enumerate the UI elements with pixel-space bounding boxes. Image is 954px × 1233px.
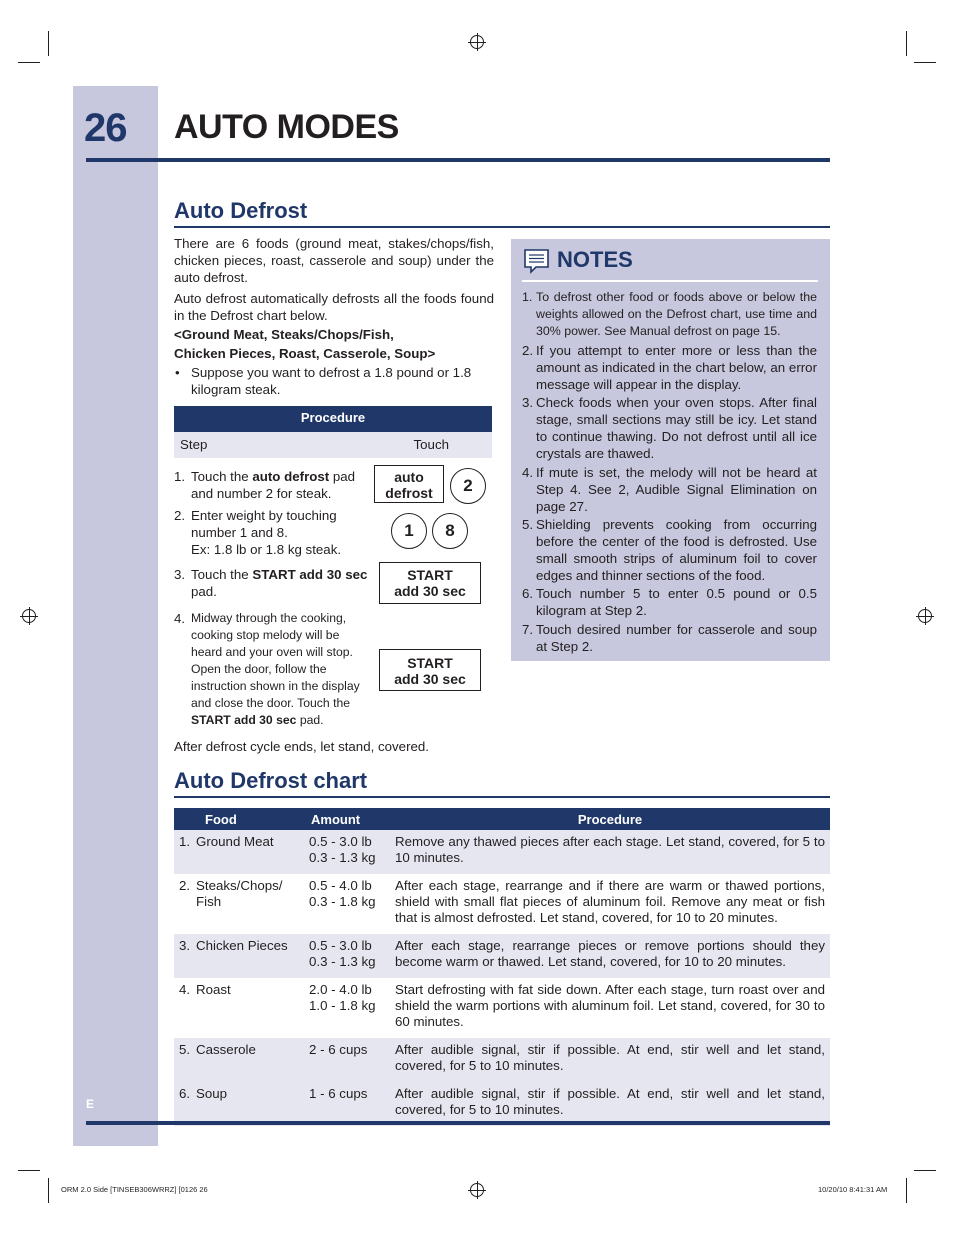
food-number: 4. [179, 982, 191, 997]
amount-cups: 1 - 6 cups [309, 1086, 368, 1101]
note-text: Touch number 5 to enter 0.5 pound or 0.5 kilogram at Step 2. [536, 586, 817, 618]
sidebar-band [73, 86, 158, 1146]
crop-mark [18, 62, 40, 63]
note-number: 4. [522, 465, 534, 480]
amount-cell [307, 874, 390, 934]
pad-label: defrost [385, 485, 433, 501]
food-cell [174, 874, 307, 934]
crop-mark [48, 31, 49, 56]
amount-cell [307, 934, 390, 978]
header-amount: Amount [307, 808, 390, 830]
amount-cell [307, 830, 390, 874]
note-text: If you attempt to enter more or less than the amount as indicated in the chart below, an error message will appear in the display. [536, 343, 817, 392]
amount-kg: 1.0 - 1.8 kg [309, 998, 376, 1013]
amount-kg: 0.3 - 1.3 kg [309, 850, 376, 865]
food-list-line: <Ground Meat, Steaks/Chops/Fish, [174, 327, 394, 342]
food-name: Casserole [196, 1042, 256, 1057]
step-text-part: Ex: 1.8 lb or 1.8 kg steak. [191, 542, 342, 557]
registration-mark-icon [470, 35, 484, 49]
note-text: Shielding prevents cooking from occurring before the center of the food is defrosted. Use small smooth strips of aluminum foil to cover edges and thinner sections of the food. [536, 517, 817, 583]
food-cell [174, 1082, 307, 1126]
language-marker: E [86, 1097, 95, 1111]
header-food: Food [174, 808, 307, 830]
food-number: 3. [179, 938, 191, 953]
step-text-part: Touch the [191, 567, 253, 582]
notes-icon [523, 248, 550, 279]
crop-mark [18, 1170, 40, 1171]
food-cell [174, 1038, 307, 1082]
food-number: 5. [179, 1042, 191, 1057]
note-item [522, 621, 817, 655]
procedure-header: Procedure [174, 406, 492, 432]
amount-cell [307, 978, 390, 1038]
table-header-row [174, 808, 830, 830]
number-2-pad[interactable]: 2 [450, 468, 486, 504]
page-number: 26 [84, 106, 127, 150]
defrost-chart-table [174, 808, 830, 1126]
note-text: Touch desired number for casserole and soup at Step 2. [536, 622, 817, 654]
step-text-part: Touch the [191, 469, 253, 484]
number-1-pad[interactable]: 1 [391, 513, 427, 549]
step-text-part: Midway through the cooking, cooking stop melody will be heard and your oven will stop. Open the door, follow the instruction shown in the display and close the door. Touch the [191, 611, 360, 710]
bullet-icon: • [175, 365, 180, 380]
header-procedure: Procedure [390, 808, 830, 830]
number-8-pad[interactable]: 8 [432, 513, 468, 549]
table-row [174, 874, 830, 934]
crop-mark [906, 1178, 907, 1203]
amount-lb: 0.5 - 4.0 lb [309, 878, 372, 893]
amount-kg: 0.3 - 1.3 kg [309, 954, 376, 969]
step-number: 3. [174, 567, 186, 582]
step-text [191, 468, 369, 502]
table-row [174, 978, 830, 1038]
auto-defrost-pad[interactable] [374, 465, 444, 503]
pad-label: START [407, 567, 453, 583]
food-name: Steaks/Chops/ Fish [196, 878, 283, 909]
step-text [191, 610, 371, 729]
food-cell [174, 978, 307, 1038]
step-text-part: pad. [191, 584, 217, 599]
procedure-subheader [174, 432, 492, 458]
step-2 [174, 507, 369, 559]
procedure-cell: After audible signal, stir if possible. At end, stir well and let stand, covered, for 5 to 10 minutes. [390, 1082, 830, 1126]
auto-defrost-heading: Auto Defrost [174, 198, 308, 223]
procedure-cell: After audible signal, stir if possible. At end, stir well and let stand, covered, for 5 to 10 minutes. [390, 1038, 830, 1082]
step-text-bold: auto defrost [252, 469, 330, 484]
note-number: 5. [522, 517, 534, 532]
registration-mark-icon [22, 609, 36, 623]
food-name: Soup [196, 1086, 228, 1101]
procedure-cell: After each stage, rearrange pieces or remove portions should they become warm or thawed. Let stand, covered, for 10 to 20 minutes. [390, 934, 830, 978]
note-item [522, 289, 817, 340]
pad-label: START [407, 655, 453, 671]
food-cell [174, 830, 307, 874]
amount-kg: 0.3 - 1.8 kg [309, 894, 376, 909]
food-name: Ground Meat [196, 834, 274, 849]
footer-rule [86, 1121, 830, 1125]
amount-cell [307, 1082, 390, 1126]
note-item [522, 516, 817, 584]
bullet-text: Suppose you want to defrost a 1.8 pound or 1.8 kilogram steak. [191, 365, 472, 397]
note-item [522, 394, 817, 462]
note-number: 7. [522, 622, 534, 637]
print-footer-right: 10/20/10 8:41:31 AM [818, 1185, 888, 1194]
chart-heading: Auto Defrost chart [174, 768, 368, 793]
pad-label: add 30 sec [394, 583, 466, 599]
step-text-bold: START add 30 sec [191, 713, 297, 727]
food-number: 2. [179, 878, 191, 893]
section-rule [174, 796, 830, 798]
step-3 [174, 566, 369, 602]
print-footer-left: ORM 2.0 Side [TINSEB306WRRZ] [0126 26 [61, 1185, 208, 1194]
pad-label: auto [394, 469, 424, 485]
step-number: 1. [174, 469, 186, 484]
step-text [191, 507, 361, 558]
start-pad[interactable] [379, 649, 481, 691]
header-rule [86, 158, 830, 162]
step-text-part: Enter weight by touching number 1 and 8. [191, 508, 337, 540]
step-text-part: pad and number 2 for steak. [191, 469, 356, 501]
procedure-cell: Remove any thawed pieces after each stage. Let stand, covered, for 5 to 10 minutes. [390, 830, 830, 874]
food-name: Roast [196, 982, 231, 997]
food-list-line: Chicken Pieces, Roast, Casserole, Soup> [174, 346, 436, 361]
note-item [522, 464, 817, 515]
food-cell [174, 934, 307, 978]
table-row [174, 830, 830, 874]
amount-cups: 2 - 6 cups [309, 1042, 368, 1057]
note-number: 1. [522, 290, 533, 304]
note-number: 6. [522, 586, 534, 601]
note-text: If mute is set, the melody will not be heard at Step 4. See 2, Audible Signal Elimination on page 27. [536, 465, 817, 514]
bullet-item [174, 364, 494, 398]
crop-mark [906, 31, 907, 56]
crop-mark [48, 1178, 49, 1203]
page-title: AUTO MODES [174, 108, 399, 146]
note-item [522, 585, 817, 619]
col-step: Step [180, 437, 208, 452]
amount-cell [307, 1038, 390, 1082]
col-touch: Touch [413, 437, 449, 452]
crop-mark [914, 62, 936, 63]
table-row [174, 1082, 830, 1126]
food-number: 1. [179, 834, 191, 849]
intro-paragraph: There are 6 foods (ground meat, stakes/chops/fish, chicken pieces, roast, casserole and soup) under the auto defrost. [174, 236, 494, 285]
amount-lb: 0.5 - 3.0 lb [309, 938, 372, 953]
step-4 [174, 610, 369, 730]
step-1 [174, 468, 369, 504]
note-text: To defrost other food or foods above or below the weights allowed on the Defrost chart, use time and 30% power. See Manual defrost on page 15. [536, 290, 817, 338]
note-text: Check foods when your oven stops. After final stage, small sections may still be icy. Let stand to continue thawing. Do not defrost until all ice crystals are thawed. [536, 395, 817, 461]
description-paragraph: Auto defrost automatically defrosts all the foods found in the Defrost chart below. [174, 291, 494, 323]
step-number: 2. [174, 508, 186, 523]
step-text-part: pad. [296, 713, 324, 727]
table-row [174, 934, 830, 978]
pad-label: add 30 sec [394, 671, 466, 687]
auto-defrost-text [174, 235, 494, 398]
amount-lb: 2.0 - 4.0 lb [309, 982, 372, 997]
food-number: 6. [179, 1086, 191, 1101]
step-number: 4. [174, 611, 186, 626]
after-defrost-text: After defrost cycle ends, let stand, covered. [174, 739, 429, 754]
procedure-cell: Start defrosting with fat side down. After each stage, turn roast over and shield the warm portions with aluminum foil. Let stand, covered, for 30 to 60 minutes. [395, 982, 825, 1029]
note-item [522, 342, 817, 393]
registration-mark-icon [918, 609, 932, 623]
table-row [174, 1038, 830, 1082]
section-rule [174, 226, 830, 228]
registration-mark-icon [470, 1183, 484, 1197]
procedure-cell: After each stage, rearrange and if there are warm or thawed portions, shield with small flat pieces of aluminum foil. Remove any meat or fish that is almost defrosted. Let stand, covered, for 10 to 20 minutes. [395, 878, 825, 925]
step-text-bold: START add 30 sec [252, 567, 368, 582]
amount-lb: 0.5 - 3.0 lb [309, 834, 372, 849]
note-number: 3. [522, 395, 534, 410]
notes-rule [522, 280, 818, 282]
start-pad[interactable] [379, 562, 481, 604]
crop-mark [914, 1170, 936, 1171]
food-name: Chicken Pieces [196, 938, 288, 953]
step-text [191, 566, 369, 600]
note-number: 2. [522, 343, 534, 358]
notes-title: NOTES [557, 247, 633, 272]
